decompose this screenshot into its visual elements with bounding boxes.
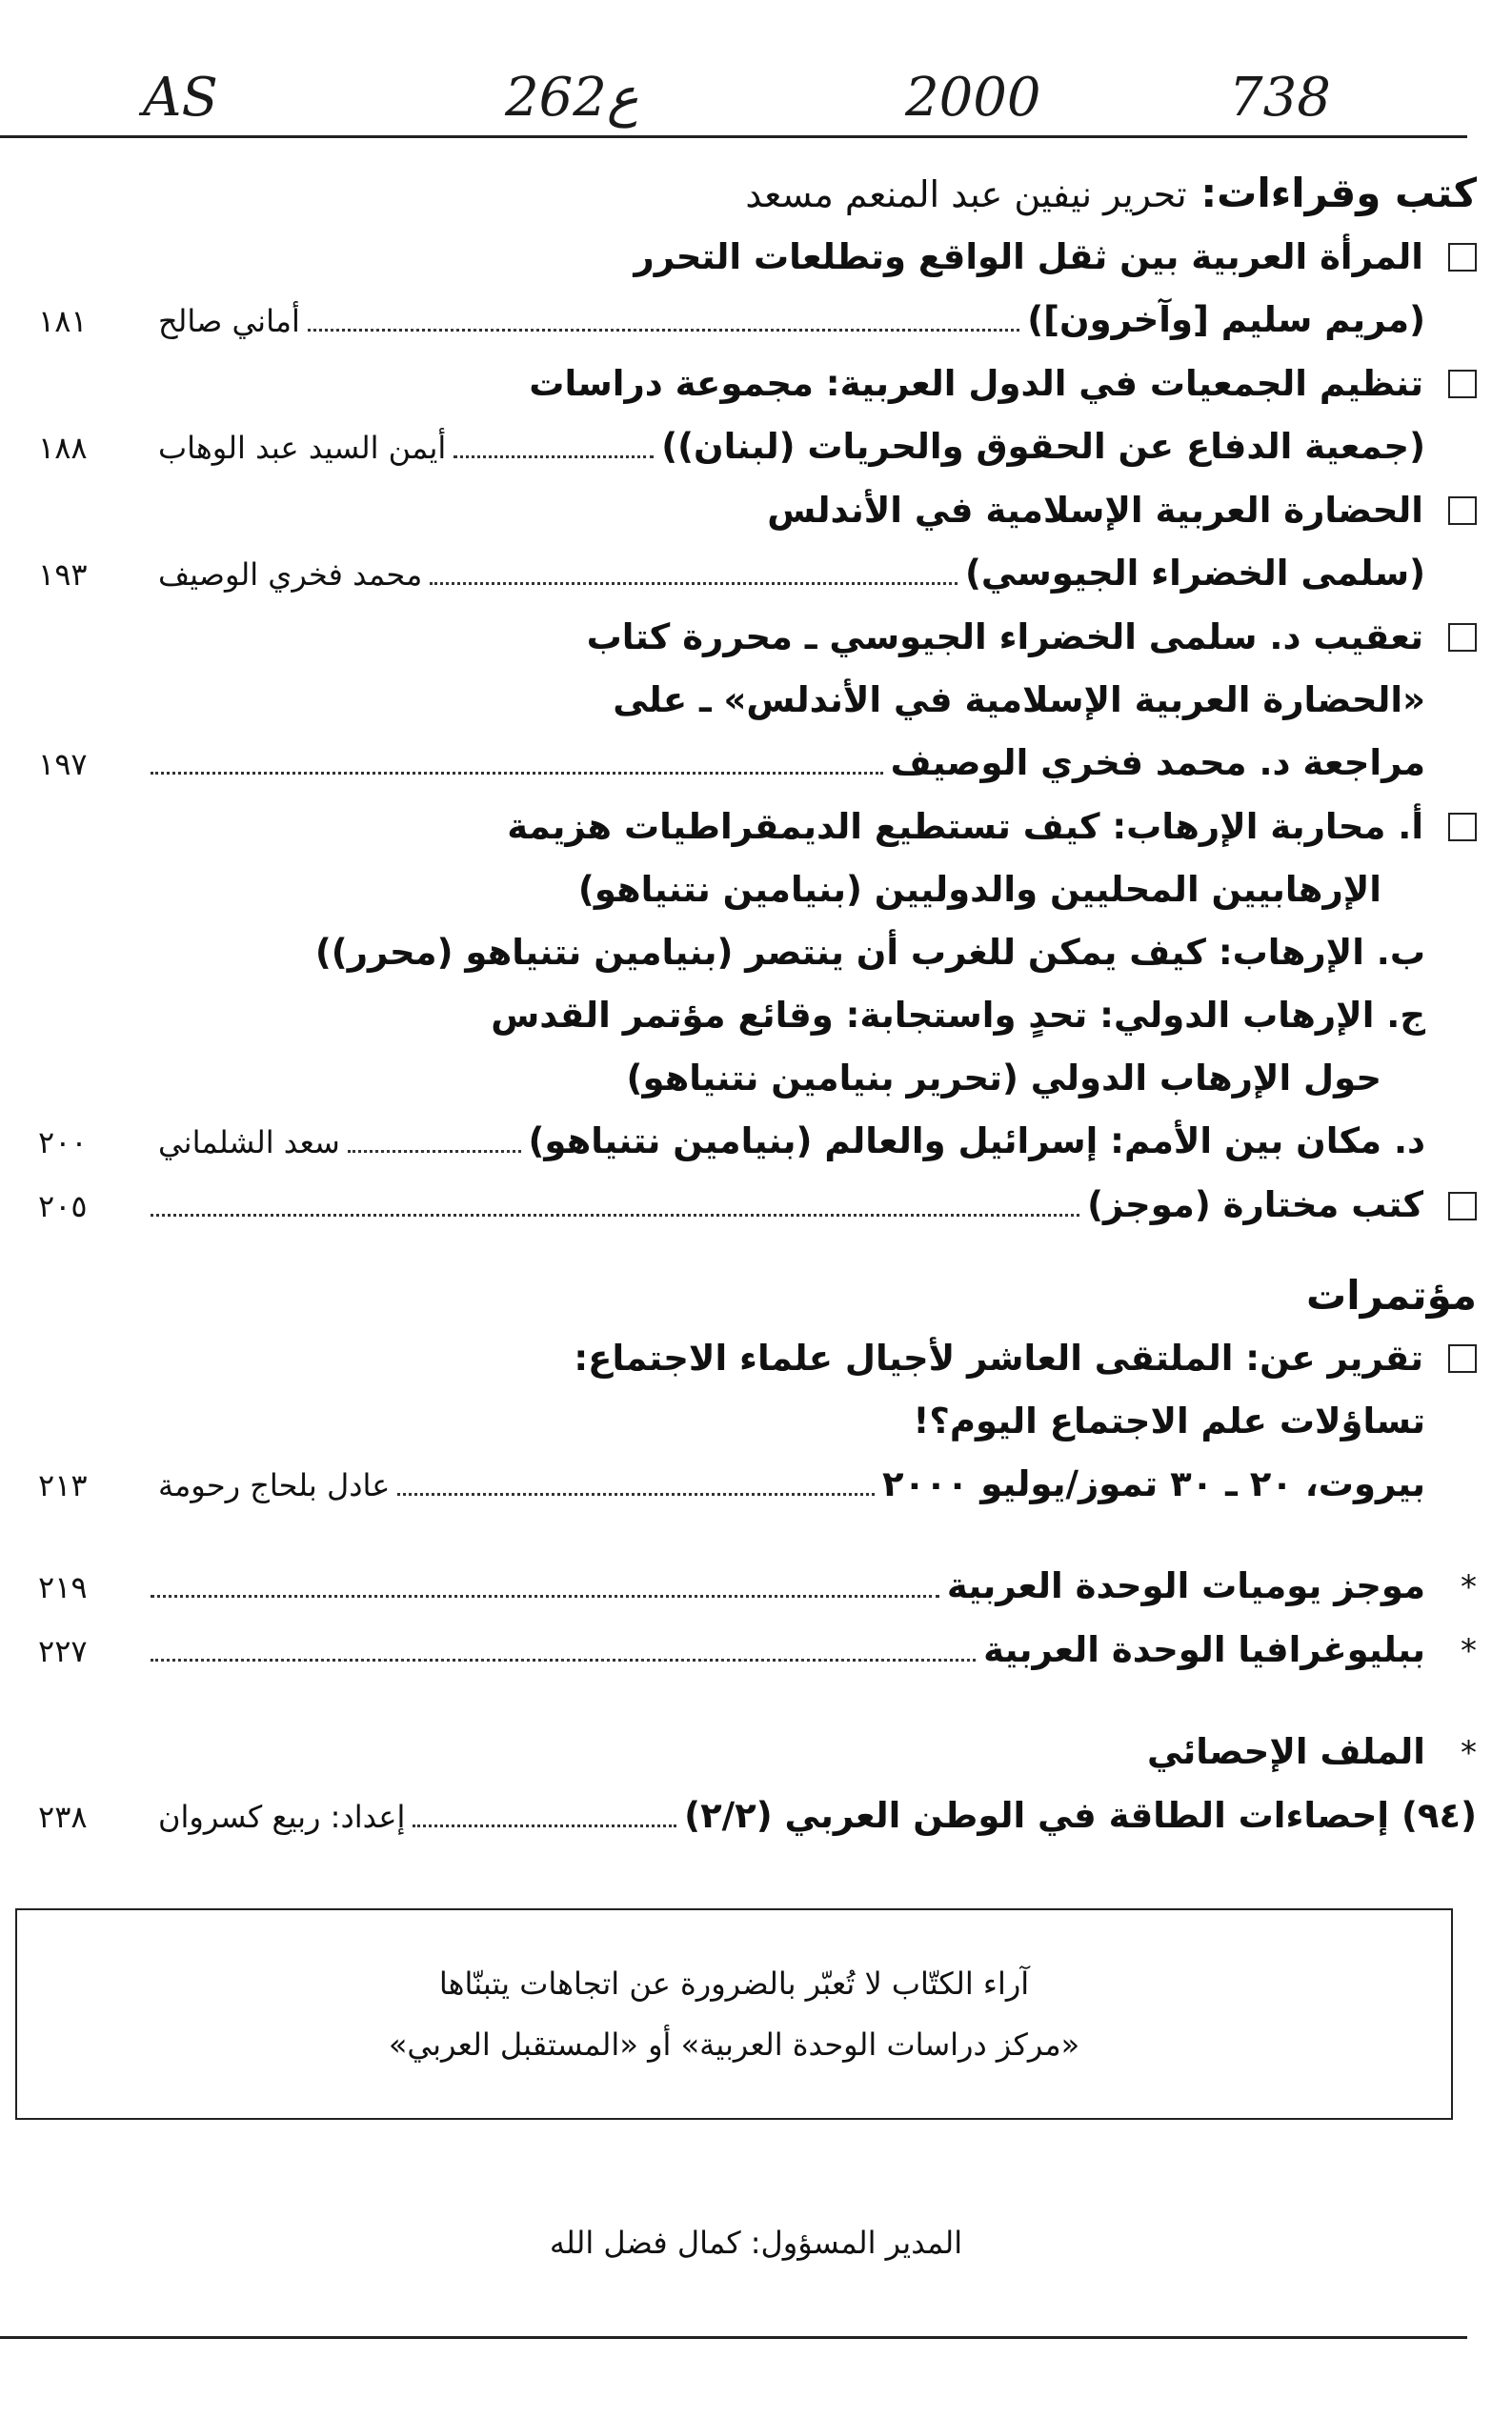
entry-3-line-2 xyxy=(38,542,1477,606)
entry-title: أ. محاربة الإرهاب: كيف تستطيع الديمقراطيات هزيمة xyxy=(507,806,1423,847)
entry-title: تعقيب د. سلمى الخضراء الجيوسي ـ محررة كتاب xyxy=(586,616,1423,657)
disclaimer-line-1: آراء الكتّاب لا تُعبّر بالضرورة عن اتجاهات يتبنّاها xyxy=(438,1965,1030,2002)
conference-line-3 xyxy=(38,1453,1477,1517)
stats-title: (٩٤) إحصاءات الطاقة في الوطن العربي (٢/٢) xyxy=(684,1795,1477,1836)
entry-5-c-line-2 xyxy=(38,1047,1477,1110)
entry-author: سعد الشلماني xyxy=(158,1124,340,1160)
handwritten-year: 2000 xyxy=(905,67,1041,129)
director-credit: المدير المسؤول: كمال فضل الله xyxy=(549,2225,963,2261)
page-number: ٢٠٠ xyxy=(38,1124,88,1160)
asterisk-icon: * xyxy=(1461,1568,1477,1606)
page-number: ١٨١ xyxy=(38,303,88,339)
leader-dots xyxy=(151,772,883,775)
page-number: ١٩٧ xyxy=(38,746,88,782)
entry-title: موجز يوميات الوحدة العربية xyxy=(946,1565,1425,1606)
entry-title: (سلمى الخضراء الجيوسي) xyxy=(965,553,1425,594)
entry-1-line-1 xyxy=(38,226,1477,289)
contents-page xyxy=(38,162,1477,1848)
conference-line-2 xyxy=(38,1390,1477,1453)
entry-5-b xyxy=(38,921,1477,984)
checkbox-icon xyxy=(1448,243,1477,272)
stats-heading-line xyxy=(38,1721,1477,1784)
entry-title: الإرهابيين المحليين والدوليين (بنيامين نتنياهو) xyxy=(577,869,1381,910)
entry-title: كتب مختارة (موجز) xyxy=(1087,1184,1423,1225)
entry-title: الحضارة العربية الإسلامية في الأندلس xyxy=(767,490,1423,531)
entry-1-line-2 xyxy=(38,289,1477,353)
leader-dots xyxy=(308,329,1019,332)
disclaimer-line-2: «مركز دراسات الوحدة العربية» أو «المستقبل العربي» xyxy=(388,2026,1080,2063)
page-number: ٢٣٨ xyxy=(38,1799,88,1835)
entry-title: حول الإرهاب الدولي (تحرير بنيامين نتنياهو) xyxy=(626,1058,1381,1099)
handwritten-code: 262ع xyxy=(505,67,639,129)
asterisk-icon: * xyxy=(1461,1734,1477,1772)
leader-dots xyxy=(151,1214,1079,1217)
entry-title: تنظيم الجمعيات في الدول العربية: مجموعة دراسات xyxy=(529,363,1423,404)
top-divider xyxy=(0,135,1467,138)
leader-dots xyxy=(430,582,958,585)
conference-title: تساؤلات علم الاجتماع اليوم؟! xyxy=(913,1401,1425,1441)
entry-3-line-1 xyxy=(38,479,1477,542)
books-heading: كتب وقراءات: xyxy=(1200,170,1477,216)
leader-dots xyxy=(454,455,654,458)
page-number: ١٨٨ xyxy=(38,430,88,466)
bottom-divider xyxy=(0,2336,1467,2339)
entry-title: «الحضارة العربية الإسلامية في الأندلس» ـ على xyxy=(613,679,1425,720)
asterisk-icon: * xyxy=(1461,1632,1477,1670)
disclaimer-box xyxy=(15,1908,1453,2120)
page-number: ٢١٩ xyxy=(38,1569,88,1605)
stats-author: إعداد: ربيع كسروان xyxy=(158,1799,406,1835)
leader-dots xyxy=(151,1659,976,1662)
chronology-entry xyxy=(38,1555,1477,1619)
checkbox-icon xyxy=(1448,370,1477,398)
checkbox-icon xyxy=(1448,496,1477,525)
leader-dots xyxy=(413,1824,676,1827)
conference-place-date: بيروت، ٢٠ ـ ٣٠ تموز/يوليو ٢٠٠٠ xyxy=(881,1463,1425,1504)
conference-line-1 xyxy=(38,1327,1477,1390)
entry-4-line-1 xyxy=(38,606,1477,669)
entry-title: ج. الإرهاب الدولي: تحدٍ واستجابة: وقائع مؤتمر القدس xyxy=(491,995,1425,1036)
checkbox-icon xyxy=(1448,1344,1477,1373)
entry-5-c-line-1 xyxy=(38,984,1477,1047)
leader-dots xyxy=(151,1595,939,1598)
entry-2-line-1 xyxy=(38,353,1477,415)
entry-6 xyxy=(38,1174,1477,1238)
entry-author: أماني صالح xyxy=(158,303,300,339)
handwritten-mark-left: AS xyxy=(143,67,218,129)
conference-author: عادل بلحاج رحومة xyxy=(158,1467,391,1503)
handwritten-number: 738 xyxy=(1229,67,1331,129)
books-section-header xyxy=(38,162,1477,226)
entry-title: المرأة العربية بين ثقل الواقع وتطلعات التحرر xyxy=(634,236,1423,277)
entry-4-line-3 xyxy=(38,732,1477,796)
entry-title: ببليوغرافيا الوحدة العربية xyxy=(983,1629,1425,1670)
page-number: ٢١٣ xyxy=(38,1467,88,1503)
entry-5-d xyxy=(38,1110,1477,1174)
entry-5-a-line-1 xyxy=(38,796,1477,858)
bibliography-entry xyxy=(38,1619,1477,1683)
entry-2-line-2 xyxy=(38,415,1477,479)
leader-dots xyxy=(397,1493,875,1496)
leader-dots xyxy=(348,1150,521,1153)
checkbox-icon xyxy=(1448,623,1477,652)
conferences-heading: مؤتمرات xyxy=(1306,1272,1477,1319)
stats-entry xyxy=(38,1784,1477,1848)
page-number: ٢٢٧ xyxy=(38,1633,88,1669)
entry-title: ب. الإرهاب: كيف يمكن للغرب أن ينتصر (بنيامين نتنياهو (محرر)) xyxy=(314,932,1425,973)
books-editor: تحرير نيفين عبد المنعم مسعد xyxy=(745,173,1187,215)
entry-title: (جمعية الدفاع عن الحقوق والحريات (لبنان)) xyxy=(661,426,1425,467)
stats-heading: الملف الإحصائي xyxy=(1146,1731,1425,1772)
conference-title: تقرير عن: الملتقى العاشر لأجيال علماء الاجتماع: xyxy=(574,1338,1423,1379)
entry-5-a-line-2 xyxy=(38,858,1477,921)
page-number: ١٩٣ xyxy=(38,556,88,593)
entry-4-line-2 xyxy=(38,669,1477,732)
checkbox-icon xyxy=(1448,813,1477,841)
entry-author: محمد فخري الوصيف xyxy=(158,556,423,593)
entry-title: مراجعة د. محمد فخري الوصيف xyxy=(890,742,1425,783)
entry-title: د. مكان بين الأمم: إسرائيل والعالم (بنيامين نتنياهو) xyxy=(528,1120,1425,1161)
page-number: ٢٠٥ xyxy=(38,1188,88,1224)
entry-title: (مريم سليم [وآخرون]) xyxy=(1027,299,1425,340)
checkbox-icon xyxy=(1448,1192,1477,1220)
entry-author: أيمن السيد عبد الوهاب xyxy=(158,430,447,466)
